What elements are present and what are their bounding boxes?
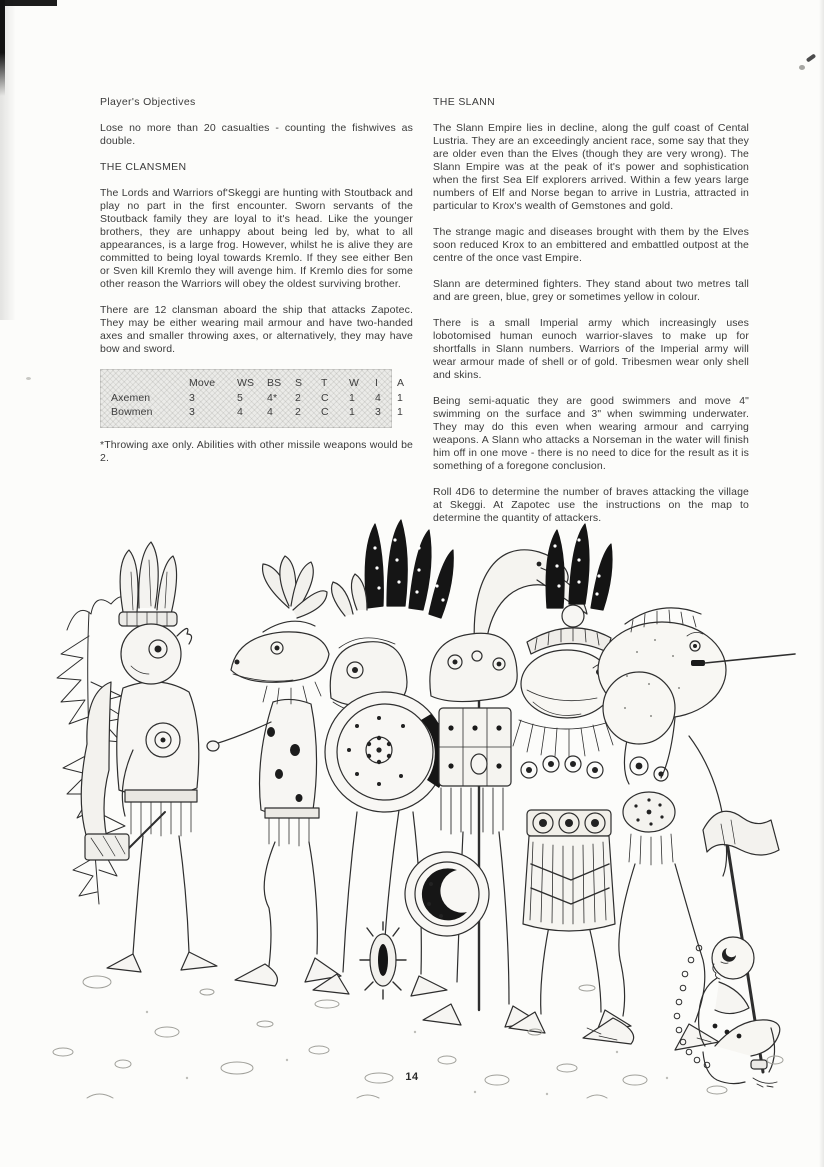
stats-header-row [111, 376, 405, 391]
objectives-paragraph: Lose no more than 20 casualties - counting the fishwives as double. [100, 122, 413, 147]
stats-header-ws: WS [237, 377, 255, 389]
stat-value: 3 [375, 406, 381, 418]
stat-value: 3 [189, 391, 195, 404]
slann-illustration [27, 512, 797, 1104]
heading-the-clansmen: THE CLANSMEN [100, 161, 187, 173]
slann-paragraph-1: The Slann Empire lies in decline, along the gulf coast of Cental Lustria. They are an exceedingly ancient race, some say that they are older even than the Elves (though they are very wrong). The Slann Empire was at the peak of it's power and sophistication when the first Sea Elf explorers arrived. Within a few years large numbers of Elf and Norse began to arrive in Lustria, attracted in particular to Krox's wealth of Gemstones and gold. [433, 122, 749, 212]
slann-paragraph-5: Being semi-aquatic they are good swimmers and move 4" swimming on the surface and 3" when swimming underwater. They may do this even when wearing armour and carrying weapons. A Slann who attacks a Norseman in the water will finish him off in one move - there is no need to dice for the result as it is something of a foregone conclusion. [433, 395, 749, 472]
right-column [433, 96, 749, 538]
stats-row-label: Axemen [111, 391, 151, 404]
stats-header-move: Move [189, 377, 216, 389]
stats-header-blank [111, 376, 189, 391]
stat-value: 1 [397, 406, 403, 418]
stats-header-t: T [321, 377, 328, 389]
heading-the-slann: THE SLANN [433, 96, 496, 108]
stat-value: 4* [267, 391, 278, 404]
clansmen-paragraph-2: There are 12 clansman aboard the ship that attacks Zapotec. They may be either wearing mail armour and have two-handed axes and smaller throwing axes, or alternatively, they may have bow and sword. [100, 304, 413, 355]
left-column [100, 96, 413, 478]
slann-paragraph-3: Slann are determined fighters. They stand about two metres tall and are green, blue, grey or sometimes yellow in colour. [433, 278, 749, 303]
stats-header-i: I [375, 377, 379, 389]
stat-value: C [321, 391, 329, 404]
stats-row-bowmen [111, 405, 403, 420]
warrior-snout [207, 556, 341, 986]
heading-players-objectives: Player's Objectives [100, 96, 196, 108]
slann-paragraph-2: The strange magic and diseases brought with them by the Elves soon reduced Krox to an embittered and embattled outpost at the centre of the once vast Empire. [433, 226, 749, 264]
stats-header-s: S [295, 377, 303, 389]
clansmen-paragraph-1: The Lords and Warriors of'Skeggi are hunting with Stoutback and play no part in the first encounter. Sworn servants of the Stoutback family they are loyal to it's head. Like the younger brothers, they are unhappy about being led by, what to all appearances, is a large frog. However, whilst he is alive they are committed to being loyal towards Kremlo. If they see either Ben or Sven kill Kremlo they will avenge him. If Kremlo dies for some other reason the Warriors will obey the oldest surviving brother. [100, 187, 413, 290]
slann-paragraph-6: Roll 4D6 to determine the number of braves attacking the village at Skeggi. At Zapotec use the instructions on the map to determine the quantity of attackers. [433, 486, 749, 524]
stat-value: 4 [267, 406, 273, 418]
scan-artifact-right-mark-2 [799, 65, 805, 70]
stats-header-a: A [397, 377, 405, 389]
page-number: 14 [405, 1071, 419, 1083]
scan-artifact-right-edge [819, 0, 824, 1167]
stat-value: 1 [397, 391, 403, 404]
slann-paragraph-4: There is a small Imperial army which increasingly uses lobotomised human eunoch warrior-slaves to make up for shortfalls in Slann numbers. Warriors of the Imperial army will wear armour made of shell or of gold. Tribesmen wear only shell and skins. [433, 317, 749, 381]
scan-artifact-right-mark [806, 53, 816, 62]
stats-row-label: Bowmen [111, 406, 153, 418]
stat-value: 4 [237, 406, 243, 418]
warrior-plumed [509, 524, 631, 1033]
stat-value: 2 [295, 406, 301, 418]
scan-artifact-dot [26, 377, 31, 380]
stat-value: 1 [349, 406, 355, 418]
stats-row-axemen [111, 391, 403, 406]
stat-value: 1 [349, 391, 355, 404]
stat-value: 4 [375, 391, 381, 404]
stats-header-bs: BS [267, 377, 282, 389]
warrior-hammer [81, 542, 217, 972]
stat-value: 2 [295, 391, 301, 404]
stat-value: C [321, 406, 329, 418]
scan-artifact-left-shade [0, 0, 16, 320]
stats-header-w: W [349, 377, 360, 389]
stat-value: 5 [237, 391, 243, 404]
stat-value: 3 [189, 406, 195, 418]
throwing-axe-footnote: *Throwing axe only. Abilities with other missile weapons would be 2. [100, 438, 413, 464]
clansmen-stats-table [100, 369, 405, 428]
